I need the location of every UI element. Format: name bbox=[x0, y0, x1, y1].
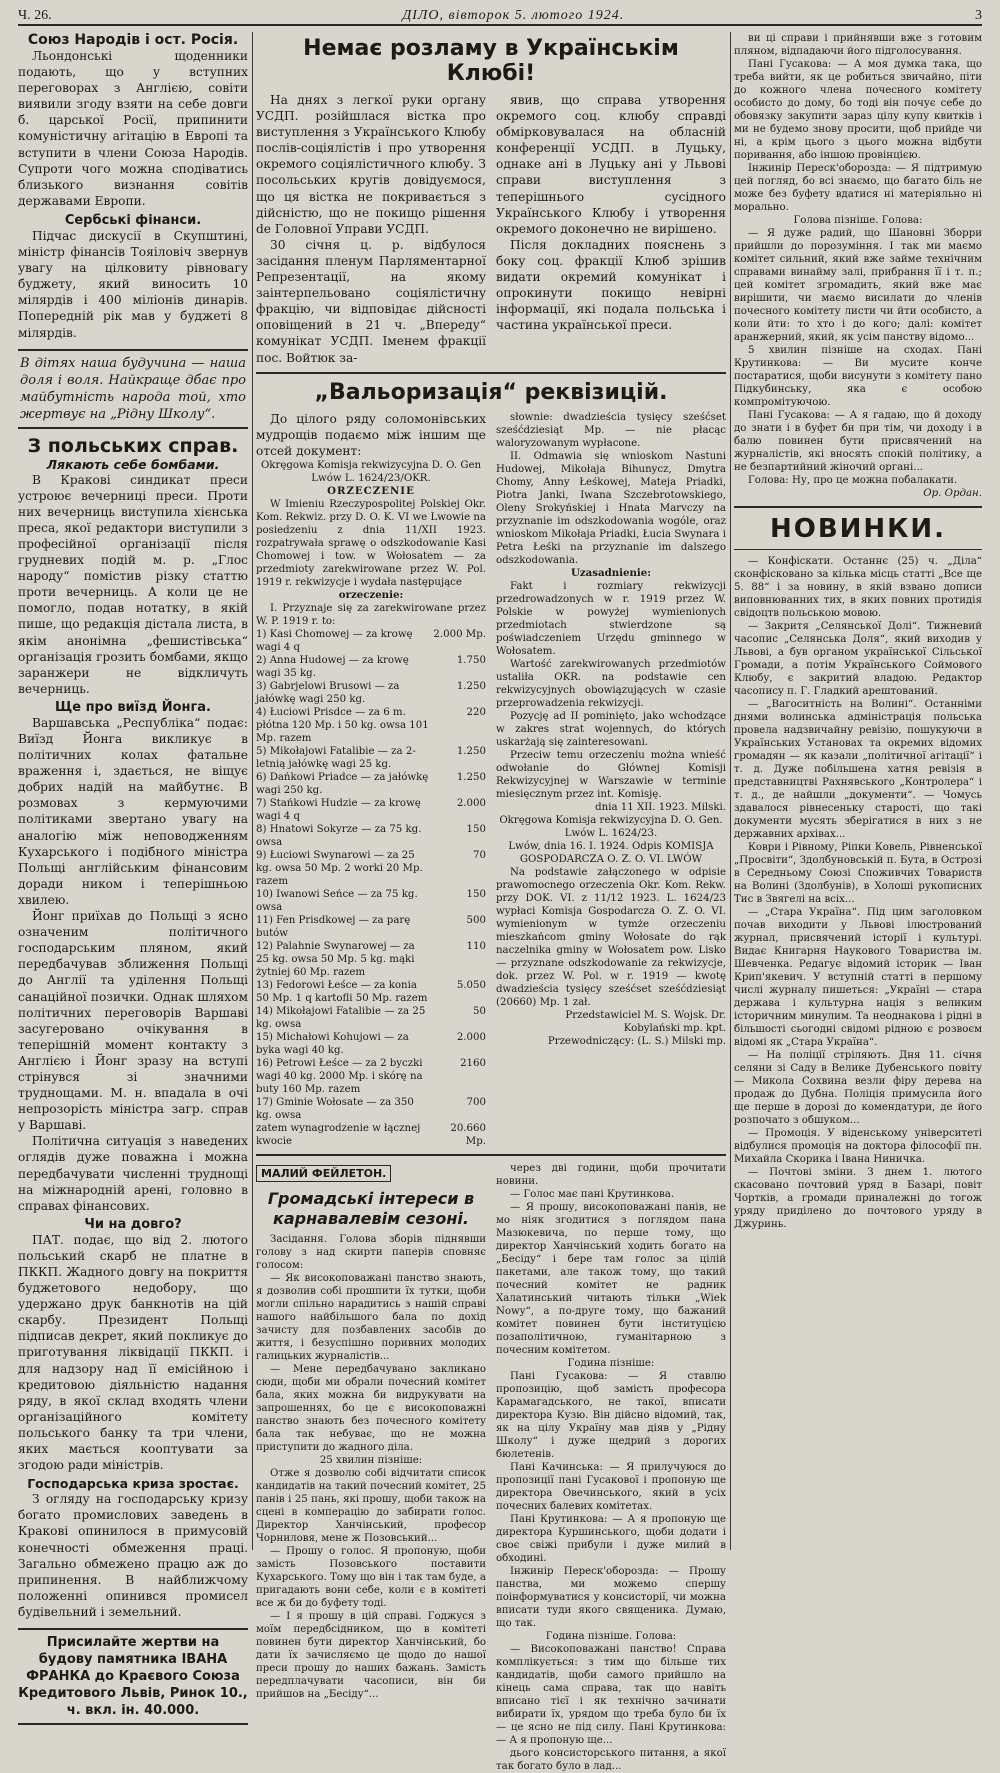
feuilleton-text: — Голос має пані Крутинкова. bbox=[510, 1188, 675, 1200]
requisition-item-text: 3) Gabrjelowi Brusowi — za jałówkę wagi 250 kg. bbox=[256, 680, 400, 705]
feuilleton-text: Пані Качинська: — Я прилучуюся до пропозиції пані Гусакової і пропоную ще директора Овечинського, який в усіх почесних балевих комітетах. bbox=[496, 1461, 726, 1512]
requisition-item bbox=[256, 979, 486, 1005]
headline-polish-affairs: З польських справ. bbox=[27, 434, 239, 457]
doc-text: Przeciw temu orzeczeniu można wnieść odwołanie do Głównej Komisji Rekwizycyjnej w Warszawie w terminie miesięcznym przez int. Komisję. bbox=[496, 749, 726, 800]
article-text: З огляду на господарську кризу богато промислових заведень в Кракові опинилося в примусовій конечності обмеження праці. Загально обмежено працю аж до припинення. В найближчому положенні опинився промисел будівельний і земельний. bbox=[18, 1492, 248, 1619]
feuilleton-continued: 5 хвилин пізніше на сходах. Пані Крутинкова: — Ви мусите конче постаратися, щоби висунути з комітету пано Підкубинську, яка є особою компромітуючою. bbox=[734, 345, 982, 408]
feuilleton-text: Година пізніше. Голова: bbox=[545, 1630, 677, 1642]
article-no-split bbox=[256, 92, 726, 366]
requisition-item bbox=[256, 1005, 486, 1031]
requisition-item-text: 11) Fen Prisdkowej — za parę butów bbox=[256, 914, 411, 939]
divider bbox=[256, 1154, 726, 1156]
requisition-item bbox=[256, 1122, 486, 1148]
article-text: явив, що справа утворення окремого соц. клюбу справді обмірковувалася на обласній конференції УСДП. в Луцьку, однаке ані в Луцьку ані у Львові справи виступлення з теперішнього сусідного Українського Клюбу і утворення окремого доконечно не вирішено. bbox=[496, 93, 726, 236]
requisition-item-text: 13) Fedorowi Łeśce — za konia 50 Mp. 1 q kartofli 50 Mp. razem bbox=[256, 979, 428, 1004]
feuilleton-text: — Мене передбачувано закликано сюди, щоби ми обрали почесний комітет бала, яких можна би видрукувати на запрошеннях, бо це є високоповажні панство знають без почесного комітету бала так небуває, що не можна приступити до жадного діла. bbox=[256, 1363, 486, 1453]
requisition-item-text: 12) Palahnie Swynarowej — za 25 kg. owsa 50 Mp. 5 kg. mąki żytniej 60 Mp. razem bbox=[256, 940, 415, 978]
feuilleton-text: через дві години, щоби прочитати новини. bbox=[496, 1162, 726, 1187]
doc-text: Fakt i rozmiary rekwizycji przedrowadzonych w r. 1919 przez W. Polskie w powyżej wymienionych przedmiotach stwierdzone są poświadczeniem Urzędu gminnego w Wołosatem. bbox=[496, 580, 726, 657]
feuilleton-continued: Інжинір Переск'оборозда: — Я підтримую цей погляд, бо всі знаємо, що багато біль не може без буфету вдатися ні матеріяльно ні морально. bbox=[734, 163, 982, 213]
article-text: На днях з легкої руки органу УСДП. розійшлася вістка про виступлення з Українського Клюбу послів-соціялістів і про утворення окремого соціялістичного клюбу. З посольських кругів довідуємося, що ця вістка не покривається з дійсністю, що не покищо рішення dе Головної Управи УСДП. bbox=[256, 93, 486, 236]
feuilleton-continued: Пані Гусакова: — А я гадаю, що й доходу до знати і в буфет би при тім, чи доходу і в балю повинен бути присвячений на журналістів, які вносять спокій політику, а не безпартийний жіночий органі... bbox=[734, 410, 982, 473]
requisition-item-amount: 5.050 bbox=[456, 979, 486, 991]
doc-org: Okręgowa Komisja rekwizycyjna D. O. Gen Lwów L. 1624/23/OKR. bbox=[260, 459, 482, 484]
doc-text: II. Odmawia się wnioskom Nastuni Hudowej, Mikołaja Bihunycz, Dmytra Chomy, Anny Łeśkowej, Mateja Priadki, Piotra Janki, Iwana Szczebrotowskiego, Oleny Srokyńskiej i Hnata Marvczy na przyznanie im odszkodowania wogóle, oraz wnioskom Mikołaja Priadki, Łucia Swynara i Petra Łeśki na przyznanie im dalszego odszkodowania. bbox=[496, 450, 726, 566]
requisition-item-text: 2) Anna Hudowej — za krowę wagi 35 kg. bbox=[256, 654, 409, 679]
article-text: Після докладних пояснень з боку соц. фракції Клюб зрішив видати окремий комунікат і опрокинути покищо невірні інформації, які подала польська і частина української преси. bbox=[496, 237, 726, 333]
requisition-item-text: 1) Kasi Chomowej — za krowę wagi 4 q bbox=[256, 628, 413, 653]
requisition-item-text: 9) Łuciowi Swynarowi — za 25 kg. owsa 50 Mp. 2 worki 20 Mp. razem bbox=[256, 849, 423, 887]
feuilleton-continued: Голова пізніше. Голова: bbox=[793, 215, 923, 226]
requisition-item-amount: 20.660 Mp. bbox=[450, 1122, 486, 1147]
doc-heading: ORZECZENIE bbox=[327, 484, 415, 497]
subheadline: Ще про виїзд Йонга. bbox=[55, 699, 211, 715]
doc-heading: Lwów, dnia 16. I. 1924. Odpis KOMISJA GOSPODARCZA O. Z. O. VI. LWÓW bbox=[508, 840, 714, 865]
requisition-item-amount: 150 bbox=[466, 888, 486, 900]
feuilleton-text: — І я прошу в цій справі. Годжуся з моїм передбсідником, що в комітеті повинен бути директор Ханчінський, бо дати їх зачисляємо це щодо до нашої преси прошу до наших бажань. Замість передплачувати часописи, він би прийшов на „Бесіду“... bbox=[256, 1610, 486, 1700]
requisition-item-amount: 1.250 bbox=[456, 680, 486, 692]
requisition-item-amount: 2.000 bbox=[456, 1031, 486, 1043]
feuilleton-text: 25 хвилин пізніше: bbox=[319, 1454, 423, 1466]
requisition-item-amount: 150 bbox=[466, 823, 486, 835]
requisition-item bbox=[256, 1031, 486, 1057]
feuilleton-headline: Громадські інтереси в карнавалевім сезоні. bbox=[267, 1188, 475, 1228]
feuilleton-continued: ви ці справи і прийнявши вже з готовим пляном, відпадаючи його підголосування. bbox=[734, 33, 982, 57]
article-text: Варшавська „Республіка“ подає: Виїзд Йонга викликує в політичних колах фатальне враження і, здається, не віщує добрих надій на майбутнє. В розмовах з кермуючими політиками звертано увагу на аналогію між неповодженням Кухарського і подібного міністра Польщі англійським фінансовим доради ником і теперішньою хвилею. bbox=[18, 715, 248, 907]
feuilleton-text: — Як високоповажані панство знають, я дозволив собі прошпити їх тутки, щоби могли спільно нарадитись з нашій справі нашого найбільшого бала по дохід зачисту для позбавлених засобів до життя, і безуспішно поривних молодих галицьких журналістів... bbox=[256, 1272, 486, 1362]
requisition-item-amount: 50 bbox=[473, 1005, 486, 1017]
page-number-left: Ч. 26. bbox=[18, 8, 52, 23]
doc-heading: orzeczenie: bbox=[338, 588, 404, 601]
headline-valorization: „Вальоризація“ реквізицій. bbox=[314, 379, 668, 405]
doc-heading: Uzasadnienie: bbox=[570, 566, 651, 579]
requisition-item bbox=[256, 1057, 486, 1096]
requisition-item-text: 10) Iwanowi Seńce — za 75 kg. owsa bbox=[256, 888, 418, 913]
divider bbox=[256, 372, 726, 374]
feuilleton-label: МАЛИЙ ФЕЙЛЕТОН. bbox=[256, 1165, 391, 1182]
requisition-list bbox=[256, 628, 486, 1148]
news-item: — На поліції стріляють. Дня 11. січня селяни зі Саду в Велике Дубенського повіту — Микола Сохвина везли фіру дерева на продаж до Дубна. Поліція примусила його ще перше в дорозі до комендатури, де його розпочато з обшуком... bbox=[734, 1050, 982, 1126]
requisition-item bbox=[256, 849, 486, 888]
column-divider bbox=[730, 32, 731, 1550]
requisition-item-amount: 1.250 bbox=[456, 771, 486, 783]
requisition-item-text: 5) Mikołajowi Fatalibie — za 2-letnią jałówkę wagi 25 kg. bbox=[256, 745, 416, 770]
article-text: В Кракові синдикат преси устроює вечерниці преси. Проти них вечерниць виступила хієнська преса, якої редактори виступили з професійної організації після грудневих подій м. р. „Глос народу“ помістив різку статтю проти вечерниць. А коли це не помогло, подав нотатку, в якій пише, що редакція дістала листа, в якім анонімна „фешистівська“ організація грозить бомбами, якщо заранжери не відкличуть вечерниць. bbox=[18, 472, 248, 696]
headline-no-split: Немає розламу в Українськім Клюбі! bbox=[303, 36, 679, 86]
franko-monument-ad: Присилайте жертви на будову памятника ІВАНА ФРАНКА до Краєвого Союза Кредитового Львів, Ринок 10., ч. вкл. ін. 40.000. bbox=[18, 1628, 248, 1725]
page-number-right: 3 bbox=[975, 8, 982, 23]
headline-soyuz: Союз Народів і ост. Росія. bbox=[27, 32, 239, 48]
article-text: Політична ситуація з наведених оглядів дуже поважна і можна передбачувати численні труднощі на міжнародній арені, головно в справах фінансових. bbox=[18, 1134, 248, 1213]
news-item: — „Вагоситність на Волині“. Останніми днями волинська адміністрація польська провела надзвичайну ревізію, пошукуючи в Українських Установах та окремих відомих громадян — як казали „політичної агітації“ і т. д. Дуже побільшена хатня ревізія в представництві Рахнявського „Контролера“ і т. д., де найшли „документи“. — Чомусь здавалося рівнесеньку старості, що такі документи мусять зберігатися в них з не державних архівах... bbox=[734, 699, 982, 840]
doc-text: Wartość zarekwirowanych przedmiotów ustaliła OKR. na podstawie cen rekwizycyjnych obowiązujących w czasie przeprowadzenia rekwizycji. bbox=[496, 658, 726, 709]
requisition-item-amount: 2.000 bbox=[456, 797, 486, 809]
requisition-item bbox=[256, 706, 486, 745]
masthead bbox=[18, 4, 982, 26]
requisition-item-text: 14) Mikołajowi Fatalibie — za 25 kg. owsa bbox=[256, 1005, 426, 1030]
news-item: — Конфіскати. Останнє (25) ч. „Діла“ сконфісковано за кілька місць статті „Все ще 5. 88“ і за новину, в якій взвано дописи виповнюванних тих, в яких повних протидія свідоцтв польською мовою. bbox=[734, 556, 982, 619]
requisition-item bbox=[256, 771, 486, 797]
requisition-item-amount: 700 bbox=[466, 1096, 486, 1108]
divider bbox=[734, 549, 982, 550]
requisition-item-amount: 1.750 bbox=[456, 654, 486, 666]
doc-text: słownie: dwadzieścia tysięcy sześćset sześćdziesiąt Mp. — nie płacąc waloryzowanym wypłacone. bbox=[496, 411, 726, 449]
feuilleton-text: Засідання. Голова зборів піднявши голову з над скирти паперів сповняє голосом: bbox=[256, 1233, 486, 1271]
requisition-item-text: 17) Gminie Wołosate — za 350 kg. owsa bbox=[256, 1096, 414, 1121]
feuilleton-text: Пані Гусакова: — Я ставлю пропозицію, щоб замість професора Карамагадського, не такої, вписати директора Кузю. Він дійсно відомий, так, як на цілу Україну мав діяв у „Рідну Школу“ і дуже щедрий з дорогих бюлетенів. bbox=[496, 1370, 726, 1460]
doc-org: Okręgowa Komisja rekwizycyjna D. O. Gen. Lwów L. 1624/23. bbox=[499, 814, 723, 839]
article-text: 30 січня ц. р. відбулося засідання пленум Парляментарної Репрезентації, на якому заінтерпельовано соціялістичну фракцію, чи відповідає дійсності оповіщений в 21 ч. „Впереду“ комунікат УСДП. Іменем фракції пос. Войтюк за- bbox=[256, 237, 486, 365]
requisition-item-amount: 110 bbox=[466, 940, 486, 952]
requisition-item bbox=[256, 654, 486, 680]
requisition-item bbox=[256, 888, 486, 914]
ridna-shkola-box: В дітях наша будучина — наша доля і воля. Найкраще дбає про майбутність народа той, хто жертвує на „Рідну Школу“. bbox=[18, 349, 248, 429]
requisition-item-text: 16) Petrowi Łeśce — za 2 byczki wagi 40 kg. 2000 Mp. i skórę na buty 160 Mp. razem bbox=[256, 1057, 423, 1095]
requisition-item-amount: 1.250 bbox=[456, 745, 486, 757]
requisition-item-text: 6) Dańkowi Priadce — za jałówkę wagi 250 kg. bbox=[256, 771, 429, 796]
article-valorization bbox=[256, 411, 726, 1148]
doc-text: I. Przyznaje się za zarekwirowane przez W. P. 1919 r. to: bbox=[256, 602, 486, 627]
feuilleton-text: Пані Крутинкова: — А я пропоную ще директора Куршинського, щоби додати і своє свіжі прибули і дуже милий в обходині. bbox=[496, 1513, 726, 1564]
article-text: ПАТ. подає, що від 2. лютого польський скарб не платне в ПККП. Жадного довгу на покриття буджетового недобору, що удержано друк банкнотів на цій скарбу. Президент Польщі підписав декрет, який покликує до приготування ліквідації ПККП. і для надзору над її емісійною і кредитовою діяльністю надання ряду, в якої склад входять члени організаційного комітету польського банку та три члени, яких мається кооптувати за згодою ради міністрів. bbox=[18, 1232, 248, 1473]
article-text: До цілого ряду соломонівських мудрощів подаємо між іншим ще отсей документ: bbox=[256, 411, 486, 458]
requisition-item bbox=[256, 940, 486, 979]
requisition-item-amount: 2160 bbox=[460, 1057, 486, 1069]
requisition-item bbox=[256, 914, 486, 940]
doc-text: Na podstawie załączonego w odpisie prawomocnego orzeczenia Okr. Kom. Rekw. przy DOK. VI. z 11/12 1923. L. 1624/23 wypłaci Komisja Gospodarcza O. Z. O. VI. wymienionym w tymże orzeczeniu mieszkańcom gminy Wołosate do rąk naczelnika gminy w Wołosatem pow. Lisko — przyznane odszkodowanie za rekwizycje, dok. przez W. Pol. w r. 1919 — kwotę dwadzieścia tysięcy sześćset sześćdziesiąt (20660) Mp. 1 zał. bbox=[496, 866, 726, 1008]
requisition-item bbox=[256, 628, 486, 654]
requisition-item-text: zatem wynagrodzenie w łącznej kwocie bbox=[256, 1122, 421, 1147]
subheadline: Лякають себе бомбами. bbox=[46, 456, 220, 472]
requisition-item-amount: 70 bbox=[473, 849, 486, 861]
requisition-item-text: 7) Stańkowi Hudzie — za krowę wagi 4 q bbox=[256, 797, 421, 822]
requisition-item bbox=[256, 797, 486, 823]
requisition-item-text: 4) Łuciowi Prisdce — za 6 m. płótna 120 Mp. i 50 kg. owsa 101 Mp. razem bbox=[256, 706, 429, 744]
column-middle bbox=[256, 32, 726, 1772]
feuilleton-text: Година пізніше: bbox=[567, 1357, 655, 1369]
feuilleton bbox=[256, 1162, 726, 1773]
feuilleton-continued: — Я дуже радий, що Шановні Зборри прийшли до порозуміння. І так ми маємо комітет сильний, який вже займе технічним справами винайму залі, прибрання її і т. п.; цей комітет згромадить, який вже має вирішити, чи маємо висилати до членів почесного комітету листи чи йти особисто, а коли йти: то хто і до кого; далі: комітет аранжерний, який, як усім панству відомо... bbox=[734, 228, 982, 343]
doc-signature: Przedstawiciel M. S. Wojsk. Dr. Kobylański mp. kpt. bbox=[565, 1009, 726, 1034]
feuilleton-text: Інжинір Переск'оборозда: — Прошу панства, ми можемо спершу поінформуватися у консисторії, чи можна вписати туди якого священика. Думаю, що так. bbox=[496, 1565, 726, 1629]
article-text: Підчас дискусії в Скупштині, міністр фінансів Тояіловіч звернув увагу на цілковиту рівновагу буджету, який виносить 10 мілярдів і 400 міліонів динарів. Попередній рік мав у буджеті 8 мілярдів. bbox=[18, 228, 248, 340]
requisition-item-text: 15) Michałowi Kohujowi — za byka wagi 40 kg. bbox=[256, 1031, 409, 1056]
column-left bbox=[18, 32, 248, 1718]
article-text: Йонг приїхав до Польщі з ясно означеним політичного господарським пляном, який передбачував зближення Польщі до Англії та уділення Польщі санаційної позички. Однак шляхом політичних переговорів Варшаві засугеровано очікування в теперішній момент контакту з Англією і Йонг зразу на вступі стрінувся зі значними труднощами. М. н. впадала в очі непрозорість міністра загр. справ у Варшаві. bbox=[18, 909, 248, 1133]
requisition-item-text: 8) Hnatowi Sokyrze — za 75 kg. owsa bbox=[256, 823, 422, 848]
news-item: — Почтові зміни. З днем 1. лютого скасовано почтовий уряд в Базарі, повіт Чортків, а громади приналежні до тогож уряду приділено до почтового уряду в Джуринь. bbox=[734, 1167, 982, 1230]
requisition-item-amount: 220 bbox=[466, 706, 486, 718]
requisition-item bbox=[256, 745, 486, 771]
subheadline: Господарська криза зростає. bbox=[27, 1476, 239, 1492]
news-item: Коври і Рівному, Ріпки Ковель, Рівненської „Просвіти“, Здолбуновській п. Бута, в Острозі в Середньому Союзі Споживчих Товариств на Волині (Здолбунів), в Холоші рукописних Тис в Звягелі на всіх... bbox=[734, 842, 982, 905]
feuilleton-continued: Пані Гусакова: — А моя думка така, що треба вийти, як це робиться звичайно, піти до кожного члена почесного комітету особисто до дому, бо тоді він почує себе до обовязку закупити зараз цілу купу квитків і ми не будемо знову просити, щоб прийде чи ні, а крім цього з цього можна відбути поривання, або іншою провінцією. bbox=[734, 59, 982, 161]
news-item: — „Стара Україна“. Під цим заголовком почав виходити у Львові ілюстрований журнал, присвячений історії і культурі. Видає Книгарня Наукового Товариства ім. Шевченка. Редагує відомий історик — Іван Крип'якевич. У вступній статті в першому числі журналу пишеться: „Україні — стара держава і культурна нація з великим історичним минулим. Та неоднакова і рідні в більшості сьогодні свідомі рідною є розвоєм відомі як „Стара Україна“. bbox=[734, 907, 982, 1048]
feuilleton-signature: Ор. Ордан. bbox=[923, 488, 982, 499]
newspaper-title: ДІЛО, вівторок 5. лютого 1924. bbox=[402, 8, 625, 23]
columns bbox=[18, 32, 982, 1772]
requisition-item bbox=[256, 680, 486, 706]
requisition-item bbox=[256, 1096, 486, 1122]
news-item: — Промоція. У віденському університеті відбулися промоція на доктора філософії пн. Михайла Скорика і Івана Ниничка. bbox=[734, 1128, 982, 1165]
news-item: — Закритя „Селянської Долі“. Тижневий часопис „Селянська Доля“, який виходив у Львові, а був органом української Сільської Громади, а потім Українського Соймового Клюбу, є закритий владою. Редактор часопису п. Г. Гладкий арештований. bbox=[734, 621, 982, 697]
headline-serb: Сербські фінанси. bbox=[64, 212, 202, 228]
feuilleton-text: — Прошу о голос. Я пропоную, щоби замість Позовського поставити Кухарського. Тому що він і так там буде, а пригадають вони себе, коли є в комітеті все ж би до буфету тоді. bbox=[256, 1545, 486, 1609]
requisition-item-amount: 2.000 Mp. bbox=[433, 628, 486, 640]
feuilleton-text: Отже я дозволю собі відчитати список кандидатів на такий почесний комітет, 25 панів і 25 пань, які прошу, щоби також на сцені в комперацію до забирати голос. Директор Ханчінський, професор Чорниловя, мене ж Позовський... bbox=[256, 1467, 486, 1544]
column-right bbox=[734, 32, 982, 1550]
subheadline: Чи на довго? bbox=[84, 1216, 182, 1232]
column-divider bbox=[252, 32, 253, 1550]
requisition-item bbox=[256, 823, 486, 849]
doc-text: Pozycję ad II pominięto, jako wchodzące w zakres strat wojennych, do których uskarżają się zainteresowani. bbox=[496, 710, 726, 748]
doc-text: W Imieniu Rzeczypospolitej Polskiej Okr. Kom. Rekwiz. przy D. O. K. VI we Lwowie na posiedzeniu z dnia 11/XII 1923. rozpatrywała sprawę o odszkodowanie Kasi Chomowej i tow. w Wołosatem — za przedmioty zarekwirowane przez W. Pol. 1919 r. rekwizycje i wydała następujące bbox=[256, 498, 486, 588]
feuilleton-text: — Високоповажані панство! Справа комплікується: з тим що більше тих кандидатів, щоби самого прийшло на кінець сама справа, так що навіть вписано тієї і як технічно зачинати вибирати їх, урядом що треба було би їх — це ясно не під силу. Пані Крутинкова: — А я пропоную ще... bbox=[496, 1643, 726, 1746]
doc-signature: dnia 11 XII. 1923. Milski. bbox=[595, 801, 726, 813]
doc-signature: Przewodniczący: (L. S.) Milski mp. bbox=[547, 1035, 726, 1047]
article-text: Льондонські щоденники подають, що у вступних переговорах з Англією, совіти виявили згоду взяти на себе довги б. царської Росії, припинити комуністичну агітацію в Европі та вступити в члени Союза Народів. Супроти чого можна сподіватись близького визнання совітів державами Европи. bbox=[18, 49, 248, 208]
divider bbox=[734, 506, 982, 508]
requisition-item-amount: 500 bbox=[466, 914, 486, 926]
headline-news: НОВИНКИ. bbox=[769, 514, 947, 544]
feuilleton-text: — Я прошу, високоповажані панів, не мо ніяк згодитися з поглядом пана Мазюкевича, по перше тому, що директор Ханчінський ходить богато на „Бесіду“ і бере там голос за цілій пакетами, але також тому, що такий почесний комітет не радник Халатинський читають тільки „Wiek Nowy“, а по-друге тому, що бажаний комітет повинен бути інституцією позаполітичною, гуманітарною з почесним комітетом. bbox=[496, 1201, 726, 1356]
feuilleton-text: дього консисторського питання, а якої так богато було в лад... bbox=[496, 1747, 726, 1772]
feuilleton-continued: Голова: Ну, про це можна побалакати. bbox=[748, 475, 958, 486]
